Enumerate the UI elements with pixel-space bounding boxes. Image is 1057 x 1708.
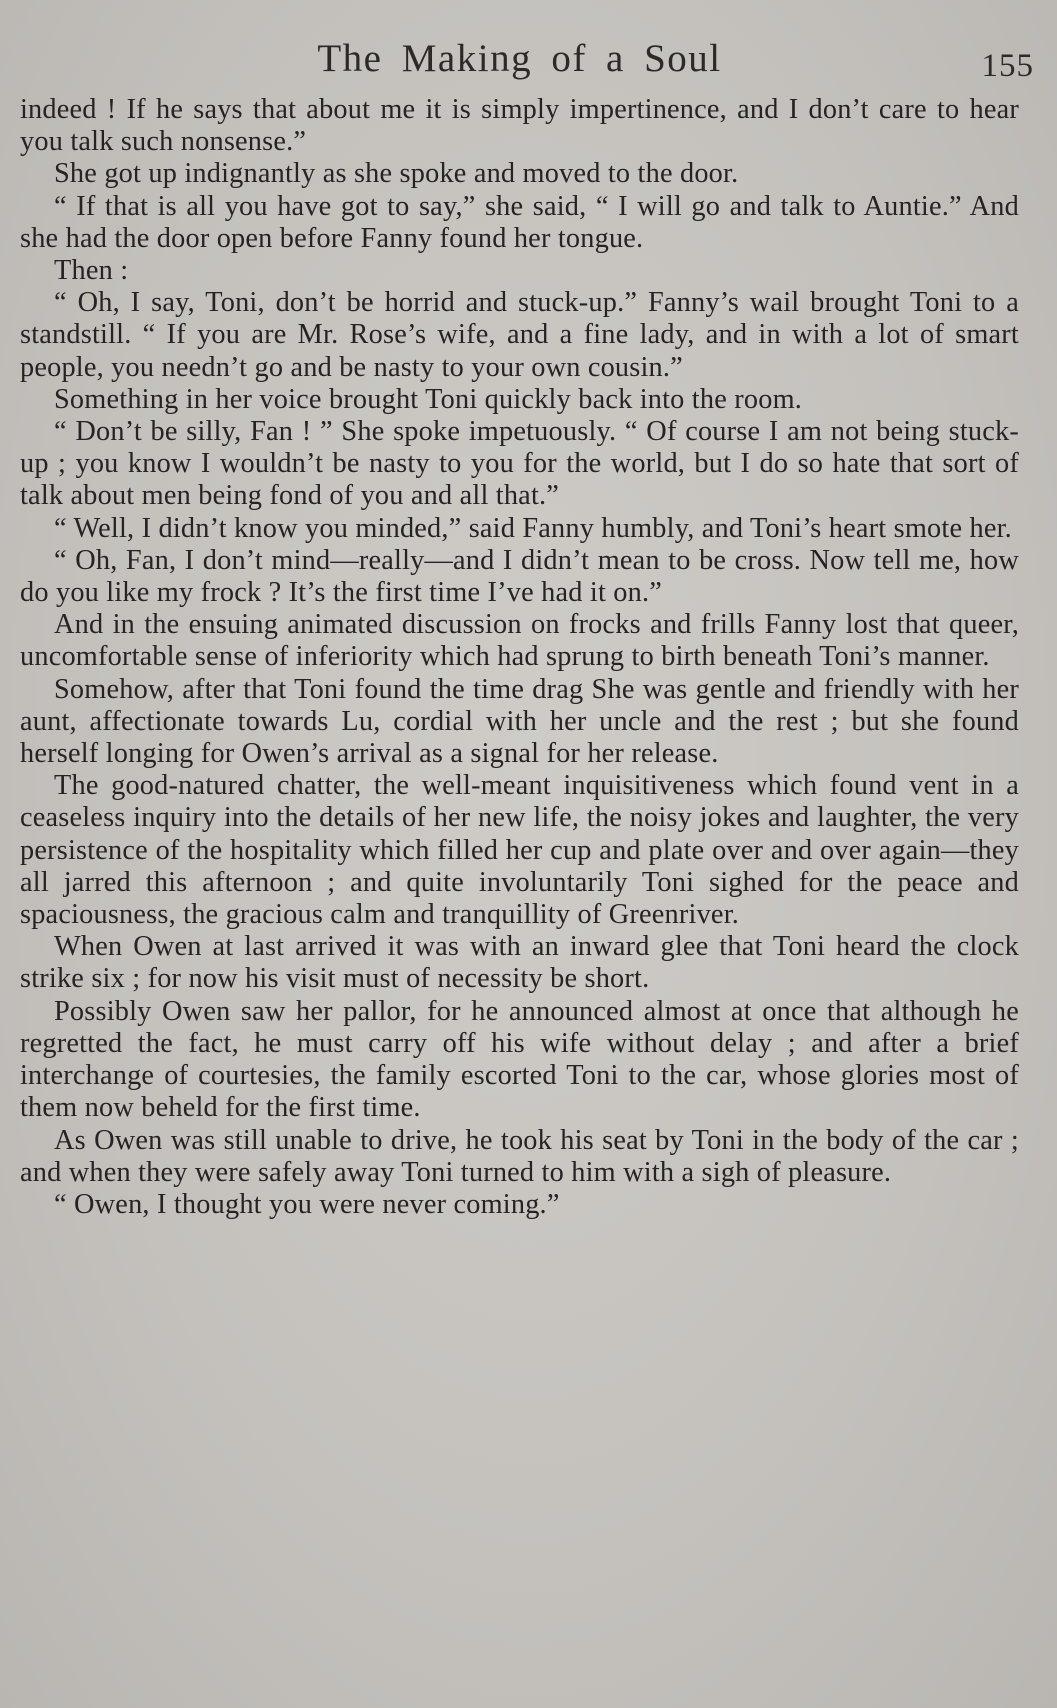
paragraph: When Owen at last arrived it was with an inward glee that Toni heard the clock strike six ; for now his visit must of necessity be short. [20,931,1019,995]
paragraph: As Owen was still unable to drive, he took his seat by Toni in the body of the car ; and when they were safely away Toni turned to him with a sigh of pleasure. [20,1124,1019,1188]
running-title: The Making of a Soul [317,37,722,80]
paragraph: “ Don’t be silly, Fan ! ” She spoke impetuously. “ Of course I am not being stuck-up ; you know I wouldn’t be nasty to you for the world, but I do so hate that sort of talk about men being fond of you and all that.” [20,416,1019,512]
paragraph: And in the ensuing animated discussion on frocks and frills Fanny lost that queer, uncomfortable sense of inferiority which had sprung to birth beneath Toni’s manner. [20,609,1019,673]
paragraph: Possibly Owen saw her pallor, for he announced almost at once that although he regretted the fact, he must carry off his wife without delay ; and after a brief interchange of courtesies, the family escorted Toni to the car, whose glories most of them now beheld for the first time. [20,995,1019,1124]
paragraph-continued: indeed ! If he says that about me it is simply impertinence, and I don’t care to hear you talk such nonsense.” [20,94,1019,158]
paragraph: “ Oh, Fan, I don’t mind—really—and I didn’t mean to be cross. Now tell me, how do you like my frock ? It’s the first time I’ve had it on.” [20,544,1019,609]
body-text [20,94,1019,1221]
paragraph: “ Owen, I thought you were never coming.” [54,1188,560,1220]
paragraph: Something in her voice brought Toni quickly back into the room. [54,383,803,415]
page-header [20,30,1034,88]
paragraph: Somehow, after that Toni found the time drag She was gentle and friendly with her aunt, affectionate towards Lu, cordial with her uncle and the rest ; but she found herself longing for Owen’s arrival as a signal for her release. [20,673,1019,770]
paragraph: Then : [54,255,129,287]
paragraph: “ Well, I didn’t know you minded,” said Fanny humbly, and Toni’s heart smote her. [54,512,1012,544]
paragraph: The good-natured chatter, the well-meant inquisitiveness which found vent in a ceaseless inquiry into the details of her new life, the noisy jokes and laughter, the very persistence of the hospitality which filled her cup and plate over and over again—they all jarred this afternoon ; and quite involuntarily Toni sighed for the peace and spaciousness, the gracious calm and tranquillity of Greenriver. [20,770,1019,931]
paragraph: “ If that is all you have got to say,” she said, “ I will go and talk to Auntie.” And she had the door open before Fanny found her tongue. [20,190,1019,254]
page-number: 155 [981,48,1034,84]
paragraph: She got up indignantly as she spoke and moved to the door. [54,158,739,190]
paragraph: “ Oh, I say, Toni, don’t be horrid and stuck-up.” Fanny’s wail brought Toni to a standstill. “ If you are Mr. Rose’s wife, and a fine lady, and in with a lot of smart people, you needn’t go and be nasty to your own cousin.” [20,287,1019,383]
